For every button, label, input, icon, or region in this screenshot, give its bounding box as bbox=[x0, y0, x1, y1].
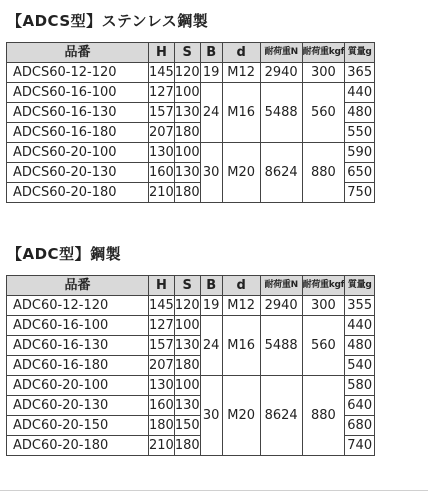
table-header-row bbox=[7, 276, 375, 296]
cell-s: 130 bbox=[174, 103, 200, 123]
cell-part-number: ADC60-12-120 bbox=[7, 296, 149, 316]
cell-load-n: 8624 bbox=[260, 376, 302, 456]
header-mass: 質量g bbox=[345, 276, 375, 296]
cell-h: 127 bbox=[149, 316, 175, 336]
cell-load-kgf: 560 bbox=[302, 83, 345, 143]
table-row bbox=[7, 316, 375, 336]
cell-b: 24 bbox=[200, 83, 222, 143]
cell-b: 30 bbox=[200, 143, 222, 203]
cell-d: M20 bbox=[222, 376, 260, 456]
cell-part-number: ADC60-16-180 bbox=[7, 356, 149, 376]
cell-s: 100 bbox=[174, 316, 200, 336]
cell-d: M12 bbox=[222, 63, 260, 83]
cell-s: 180 bbox=[174, 183, 200, 203]
cell-mass: 590 bbox=[345, 143, 375, 163]
cell-s: 130 bbox=[174, 163, 200, 183]
cell-s: 120 bbox=[174, 63, 200, 83]
table-row bbox=[7, 63, 375, 83]
cell-h: 210 bbox=[149, 183, 175, 203]
cell-part-number: ADCS60-16-180 bbox=[7, 123, 149, 143]
cell-part-number: ADC60-20-130 bbox=[7, 396, 149, 416]
cell-mass: 740 bbox=[345, 436, 375, 456]
cell-load-n: 8624 bbox=[260, 143, 302, 203]
header-load-n: 耐荷重N bbox=[260, 43, 302, 63]
cell-mass: 355 bbox=[345, 296, 375, 316]
section-title-adcs: 【ADCS型】ステンレス鋼製 bbox=[7, 12, 209, 30]
header-d: d bbox=[222, 43, 260, 63]
cell-load-n: 5488 bbox=[260, 316, 302, 376]
cell-h: 127 bbox=[149, 83, 175, 103]
cell-part-number: ADC60-16-100 bbox=[7, 316, 149, 336]
header-d: d bbox=[222, 276, 260, 296]
cell-part-number: ADCS60-20-180 bbox=[7, 183, 149, 203]
cell-part-number: ADC60-20-100 bbox=[7, 376, 149, 396]
table-row bbox=[7, 83, 375, 103]
cell-mass: 680 bbox=[345, 416, 375, 436]
cell-part-number: ADCS60-16-100 bbox=[7, 83, 149, 103]
cell-load-kgf: 300 bbox=[302, 296, 345, 316]
cell-b: 24 bbox=[200, 316, 222, 376]
cell-h: 160 bbox=[149, 163, 175, 183]
cell-s: 120 bbox=[174, 296, 200, 316]
cell-mass: 640 bbox=[345, 396, 375, 416]
cell-part-number: ADCS60-16-130 bbox=[7, 103, 149, 123]
cell-part-number: ADCS60-20-100 bbox=[7, 143, 149, 163]
cell-mass: 750 bbox=[345, 183, 375, 203]
cell-mass: 365 bbox=[345, 63, 375, 83]
table-row bbox=[7, 143, 375, 163]
cell-s: 130 bbox=[174, 396, 200, 416]
header-load-kgf: 耐荷重kgf bbox=[302, 43, 345, 63]
cell-h: 157 bbox=[149, 103, 175, 123]
cell-load-n: 5488 bbox=[260, 83, 302, 143]
header-h: H bbox=[149, 276, 175, 296]
cell-load-n: 2940 bbox=[260, 296, 302, 316]
cell-part-number: ADCS60-12-120 bbox=[7, 63, 149, 83]
spec-table-adc bbox=[6, 275, 375, 456]
header-load-kgf: 耐荷重kgf bbox=[302, 276, 345, 296]
cell-h: 160 bbox=[149, 396, 175, 416]
cell-h: 207 bbox=[149, 356, 175, 376]
spec-table-adcs bbox=[6, 42, 375, 203]
cell-part-number: ADC60-16-130 bbox=[7, 336, 149, 356]
cell-part-number: ADC60-20-150 bbox=[7, 416, 149, 436]
section-title-adc: 【ADC型】鋼製 bbox=[7, 245, 122, 263]
cell-mass: 650 bbox=[345, 163, 375, 183]
cell-h: 130 bbox=[149, 143, 175, 163]
cell-s: 100 bbox=[174, 143, 200, 163]
cell-h: 157 bbox=[149, 336, 175, 356]
cell-h: 180 bbox=[149, 416, 175, 436]
cell-part-number: ADC60-20-180 bbox=[7, 436, 149, 456]
table-row bbox=[7, 296, 375, 316]
bottom-divider bbox=[0, 490, 428, 491]
cell-mass: 540 bbox=[345, 356, 375, 376]
header-mass: 質量g bbox=[345, 43, 375, 63]
cell-s: 150 bbox=[174, 416, 200, 436]
cell-s: 180 bbox=[174, 356, 200, 376]
header-part-number: 品番 bbox=[7, 276, 149, 296]
cell-load-kgf: 560 bbox=[302, 316, 345, 376]
cell-mass: 480 bbox=[345, 336, 375, 356]
cell-d: M12 bbox=[222, 296, 260, 316]
header-part-number: 品番 bbox=[7, 43, 149, 63]
header-b: B bbox=[200, 276, 222, 296]
cell-mass: 440 bbox=[345, 83, 375, 103]
table-row bbox=[7, 376, 375, 396]
cell-mass: 440 bbox=[345, 316, 375, 336]
header-s: S bbox=[174, 43, 200, 63]
cell-b: 30 bbox=[200, 376, 222, 456]
cell-h: 145 bbox=[149, 63, 175, 83]
cell-h: 210 bbox=[149, 436, 175, 456]
cell-mass: 580 bbox=[345, 376, 375, 396]
cell-b: 19 bbox=[200, 63, 222, 83]
cell-d: M20 bbox=[222, 143, 260, 203]
cell-part-number: ADCS60-20-130 bbox=[7, 163, 149, 183]
cell-h: 145 bbox=[149, 296, 175, 316]
header-b: B bbox=[200, 43, 222, 63]
cell-h: 130 bbox=[149, 376, 175, 396]
cell-s: 100 bbox=[174, 376, 200, 396]
cell-s: 130 bbox=[174, 336, 200, 356]
cell-mass: 550 bbox=[345, 123, 375, 143]
cell-load-n: 2940 bbox=[260, 63, 302, 83]
cell-load-kgf: 880 bbox=[302, 376, 345, 456]
header-s: S bbox=[174, 276, 200, 296]
cell-load-kgf: 880 bbox=[302, 143, 345, 203]
cell-s: 180 bbox=[174, 436, 200, 456]
cell-b: 19 bbox=[200, 296, 222, 316]
cell-d: M16 bbox=[222, 316, 260, 376]
header-load-n: 耐荷重N bbox=[260, 276, 302, 296]
header-h: H bbox=[149, 43, 175, 63]
cell-h: 207 bbox=[149, 123, 175, 143]
table-header-row bbox=[7, 43, 375, 63]
cell-load-kgf: 300 bbox=[302, 63, 345, 83]
cell-s: 180 bbox=[174, 123, 200, 143]
cell-mass: 480 bbox=[345, 103, 375, 123]
cell-d: M16 bbox=[222, 83, 260, 143]
cell-s: 100 bbox=[174, 83, 200, 103]
